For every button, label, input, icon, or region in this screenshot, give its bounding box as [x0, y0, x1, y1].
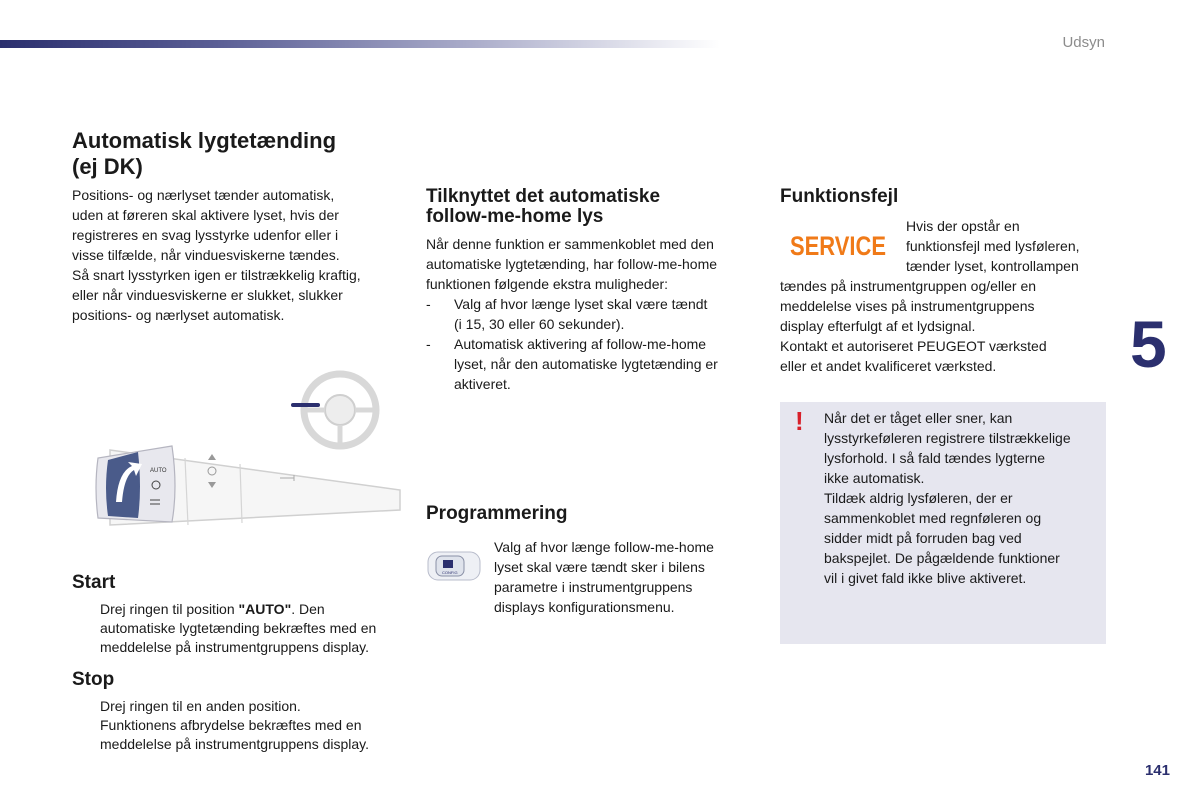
- steering-wheel-icon: [304, 374, 376, 446]
- svg-text:CONFIG: CONFIG: [442, 570, 458, 575]
- service-warning-logo: [790, 228, 886, 260]
- follow-me-home-intro: Når denne funktion er sammenkoblet med den automatiske lygtetænding, har follow-me-home funktionen følgende ekstra muligheder:: [426, 236, 718, 292]
- config-button-icon: [426, 548, 482, 584]
- start-instruction: Drej ringen til position "AUTO". Den automatiske lygtetænding bekræftes med en meddelelse på instrumentgruppens display.: [100, 601, 377, 655]
- follow-me-option-duration: - Valg af hvor længe lyset skal være tændt (i 15, 30 eller 60 sekunder).: [426, 296, 708, 332]
- auto-lighting-body: Positions- og nærlyset tænder automatisk, uden at føreren skal aktivere lyset, hvis der registreres en svag lysstyrke udenfor eller i visse tilfælde, når vinduesviskerne tændes. Så snart lysstyrken igen er tilstrækkelig kraftig, eller når vinduesviskerne er slukket, slukker positions- og nærlyset automatisk.: [72, 187, 361, 323]
- stop-heading: Stop: [72, 669, 115, 690]
- follow-me-option-auto: - Automatisk aktivering af follow-me-home lyset, når den automatiske lygtetænding er aktiveret.: [426, 336, 718, 392]
- warning-exclamation-icon: !: [795, 406, 804, 436]
- header-decorative-bar: [0, 40, 720, 48]
- programming-body: Valg af hvor længe follow-me-home lyset skal være tændt sker i bilens parametre i instrumentgruppens displays konfigurationsmenu.: [494, 539, 714, 615]
- lighting-stalk-illustration: [90, 360, 400, 535]
- programming-heading: Programmering: [426, 503, 568, 524]
- fault-body-long: tændes på instrumentgruppen og/eller en meddelelse vises på instrumentgruppens display efterfulgt af et lydsignal. Kontakt et autoriseret PEUGEOT værksted eller et andet kvalificeret værksted.: [780, 278, 1047, 374]
- chapter-number: 5: [1130, 307, 1167, 381]
- auto-position-label: AUTO: [150, 468, 167, 474]
- warning-text: Når det er tåget eller sner, kan lysstyrkeføleren registrere tilstrækkelige lysforhold. I så fald tændes lygterne ikke automatisk. Tildæk aldrig lysføleren, der er sammenkoblet med regnføleren og sidder midt på forruden bag ved bakspejlet. De pågældende funktioner vil i givet fald ikke blive aktiveret.: [824, 410, 1071, 586]
- start-heading: Start: [72, 572, 116, 593]
- svg-text:SERVICE: SERVICE: [790, 231, 886, 261]
- stop-instruction: Drej ringen til en anden position. Funktionens afbrydelse bekræftes med en meddelelse på instrumentgruppens display.: [100, 698, 370, 752]
- follow-me-home-heading: Tilknyttet det automatiske follow-me-home lys: [426, 186, 661, 227]
- fault-heading: Funktionsfejl: [780, 186, 899, 207]
- auto-lighting-heading: Automatisk lygtetænding (ej DK): [72, 128, 337, 179]
- page-number: 141: [1144, 762, 1170, 779]
- fault-body-short: Hvis der opstår en funktionsfejl med lysføleren, tænder lyset, kontrollampen: [906, 218, 1080, 274]
- section-title: Udsyn: [1062, 34, 1105, 51]
